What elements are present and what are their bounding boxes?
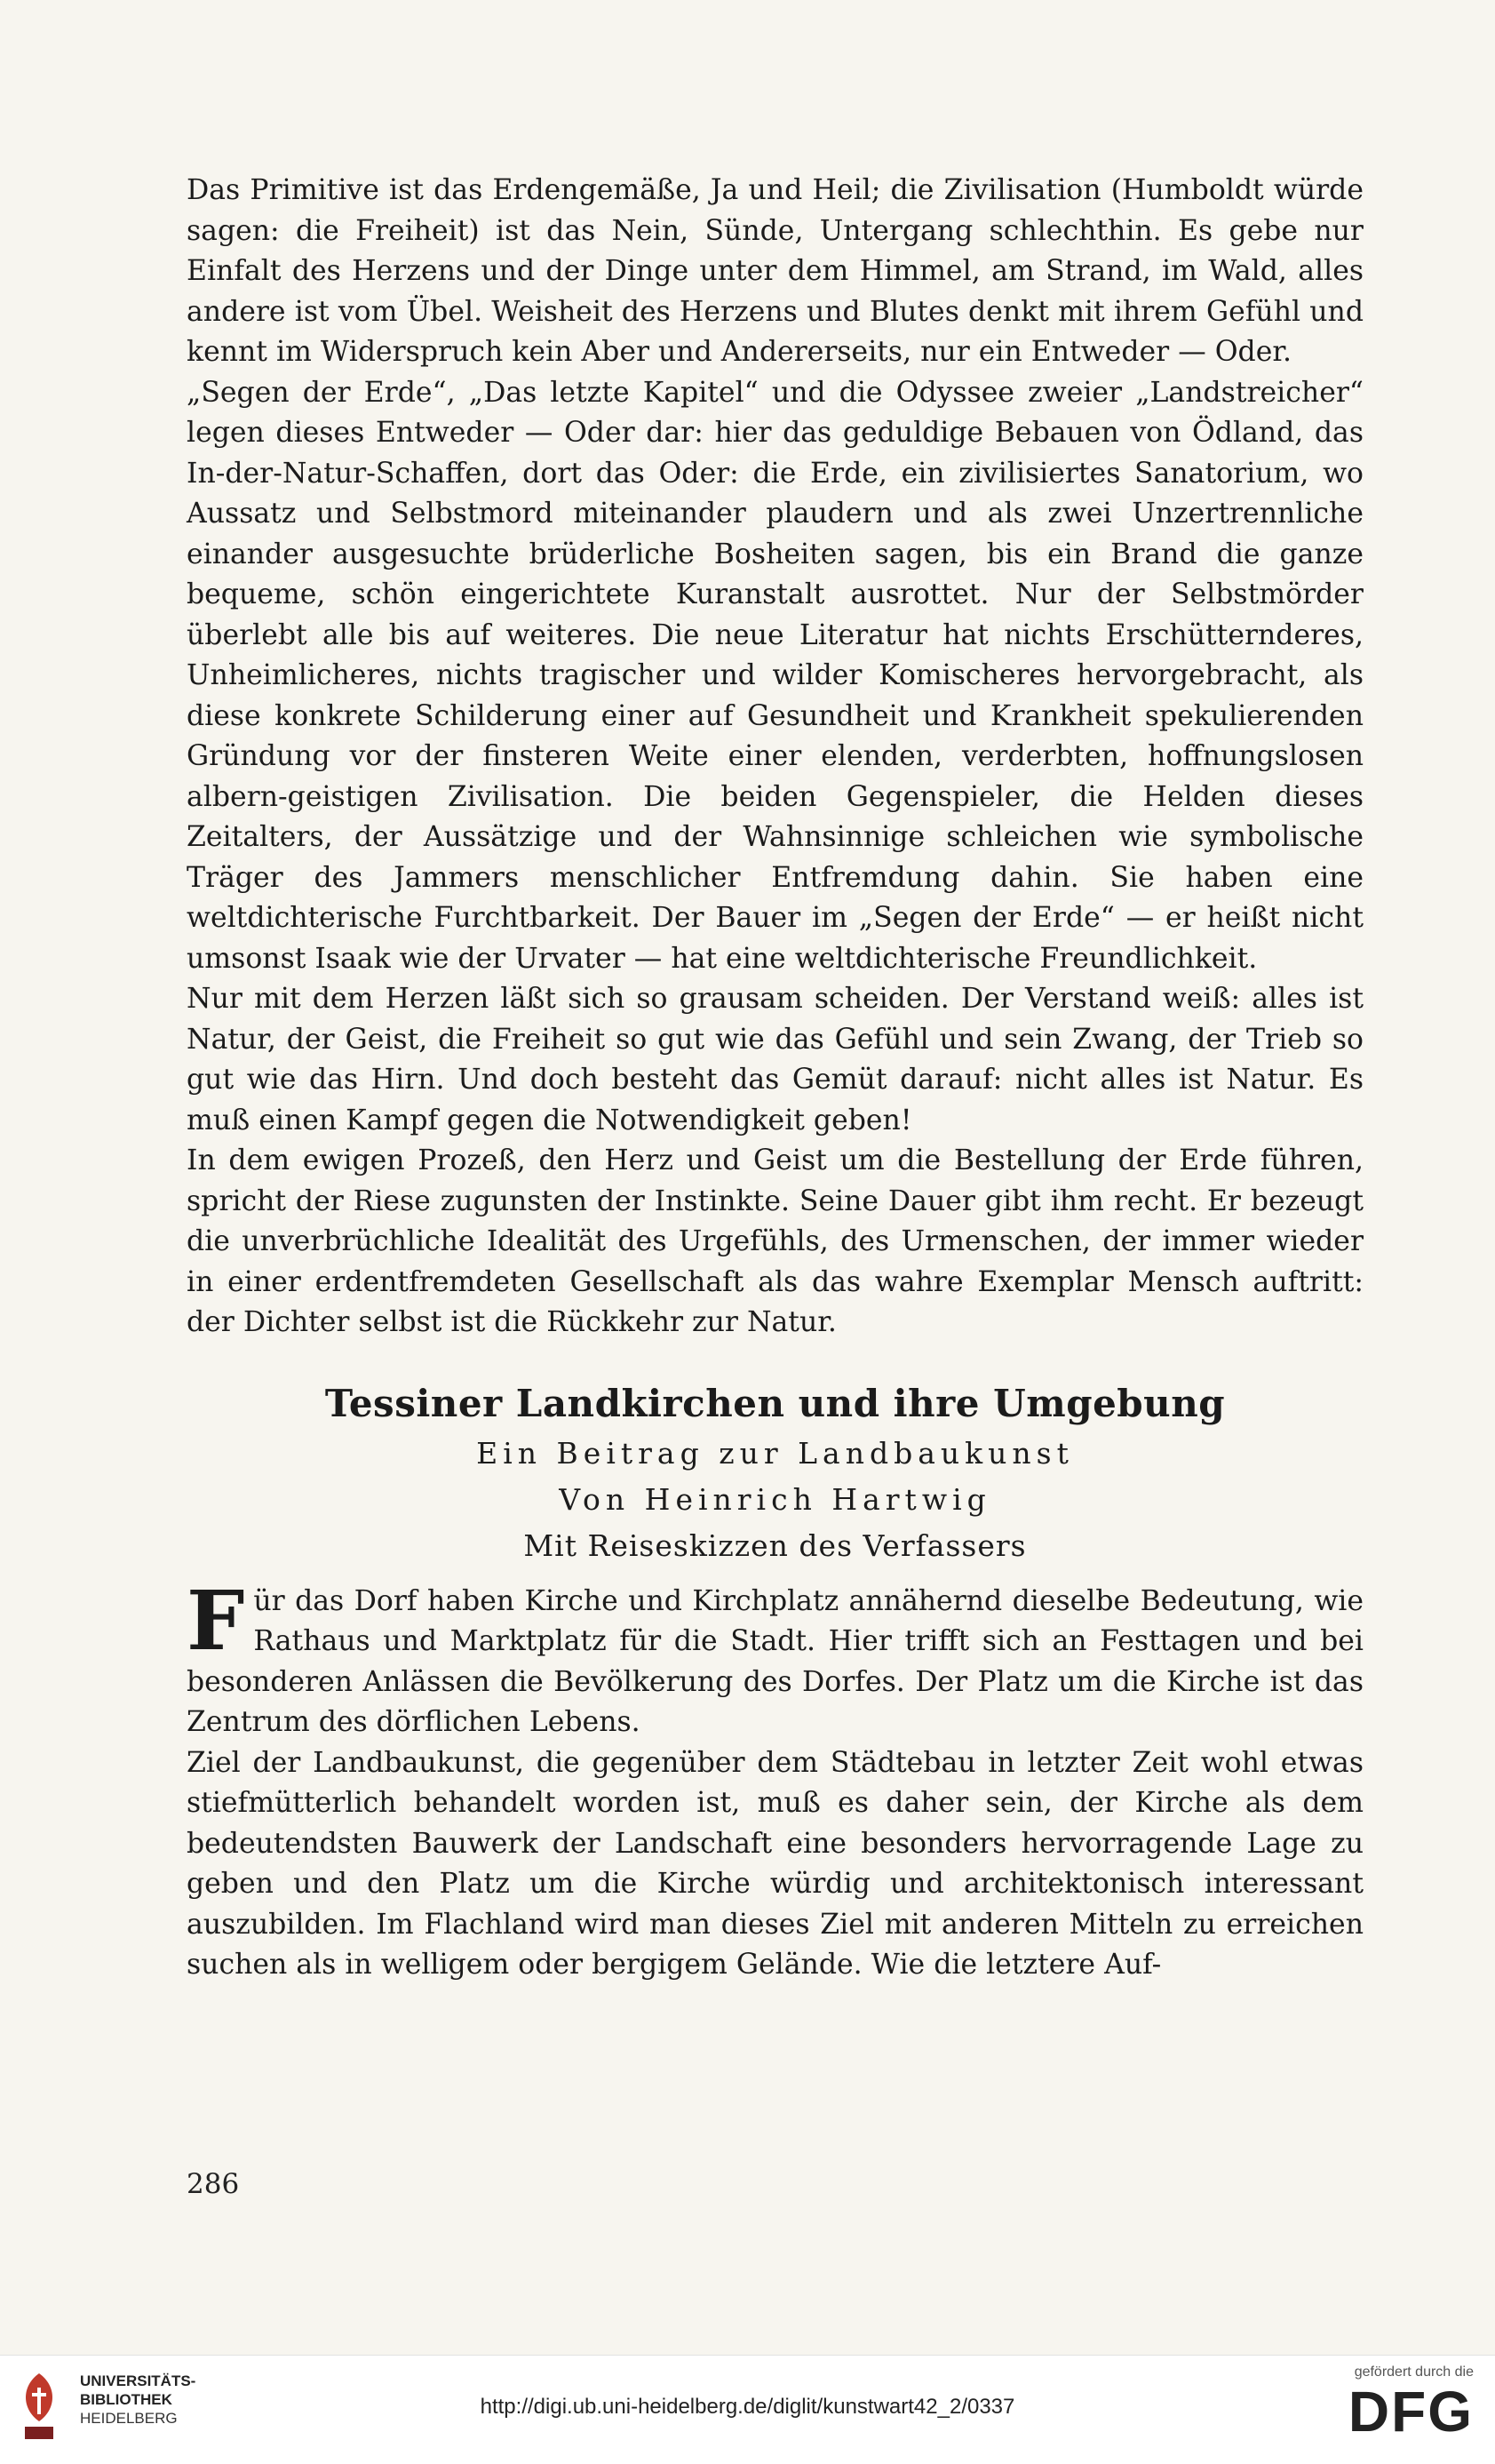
page-number: 286: [187, 2168, 240, 2200]
dropcap: F: [187, 1572, 245, 1669]
article-author: Von Heinrich Hartwig: [559, 1481, 991, 1517]
footer-bar: [0, 2355, 1495, 2464]
paragraph: Das Primitive ist das Erdengemäße, Ja und Heil; die Zivilisation (Humboldt würde sagen: die Freiheit) ist das Nein, Sünde, Untergang schlechthin. Es gebe nur Einfalt des Herzens und der Dinge unter dem Himmel, am Strand, im Wald, alles andere ist vom Übel. Weisheit des Herzens und Blutes denkt mit ihrem Gefühl und kennt im Widerspruch kein Aber und Andererseits, nur ein Entweder — Oder.: [187, 174, 1364, 368]
paragraph: Nur mit dem Herzen läßt sich so grausam scheiden. Der Verstand weiß: alles ist Natur, der Geist, die Freiheit so gut wie das Gefühl und sein Zwang, der Trieb so gut wie das Hirn. Und doch besteht das Gemüt darauf: nicht alles ist Natur. Es muß einen Kampf gegen die Notwendigkeit geben!: [187, 983, 1364, 1136]
paragraph: [187, 1572, 1364, 1743]
page-body: [187, 171, 1364, 1986]
permalink-url[interactable]: http://digi.ub.uni-heidelberg.de/diglit/kunstwart42_2/0337: [480, 2395, 1015, 2419]
dfg-logo: [1314, 2364, 1474, 2443]
funding-caption: gefördert durch die: [1354, 2364, 1474, 2380]
paragraph: „Segen der Erde“, „Das letzte Kapitel“ und die Odyssee zweier „Landstreicher“ legen dieses Entweder — Oder dar: hier das geduldige Bebauen von Ödland, das In-der-Natur-Schaffen, dort das Oder: die Erde, ein zivilisiertes Sanatorium, wo Aussatz und Selbstmord miteinander plaudern und als zwei Unzertrennliche einander ausgesuchte brüderliche Bosheiten sagen, bis ein Brand die ganze bequeme, schön eingerichtete Kuranstalt ausrottet. Nur der Selbstmörder überlebt alle bis auf weiteres. Die neue Literatur hat nichts Erschütternderes, Unheimlicheres, nichts tragischer und wilder Komischeres hervorgebracht, als diese konkrete Schilderung einer auf Gesundheit und Krankheit spekulierenden Gründung vor der finsteren Weite einer elenden, verderbten, hoffnungslosen albern-geistigen Zivilisation. Die beiden Gegenspieler, die Helden dieses Zeitalters, der Aussätzige und der Wahnsinnige schleichen wie symbolische Träger des Jammers menschlicher Entfremdung dahin. Sie haben eine weltdichterische Furchtbarkeit. Der Bauer im „Segen der Erde“ — er heißt nicht umsonst Isaak wie der Urvater — hat eine weltdichterische Freundlichkeit.: [187, 376, 1364, 975]
dfg-wordmark: DFG: [1348, 2380, 1474, 2444]
library-line: HEIDELBERG: [80, 2410, 178, 2427]
paragraph-text: ür das Dorf haben Kirche und Kirchplatz annähernd dieselbe Bedeutung, wie Rathaus und Marktplatz für die Stadt. Hier trifft sich an Festtagen und bei besonderen Anlässen die Bevölkerung des Dorfes. Der Platz um die Kirche ist das Zentrum des dörflichen Lebens.: [187, 1584, 1364, 1738]
article-subtitle: Ein Beitrag zur Landbaukunst: [476, 1435, 1074, 1471]
paragraph: Ziel der Landbaukunst, die gegenüber dem Städtebau in letzter Zeit wohl etwas stiefmütterlich behandelt worden ist, muß es daher sein, der Kirche als dem bedeutendsten Bauwerk der Landschaft eine besonders hervorragende Lage zu geben und den Platz um die Kirche würdig und architektonisch interessant auszubilden. Im Flachland wird man dieses Ziel mit anderen Mitteln zu erreichen suchen als in welligem oder bergigem Gelände. Wie die letztere Auf-: [187, 1746, 1364, 1981]
library-line: BIBLIOTHEK: [80, 2391, 172, 2408]
paragraph: In dem ewigen Prozeß, den Herz und Geist um die Bestellung der Erde führen, spricht der Riese zugunsten der Instinkte. Seine Dauer gibt ihm recht. Er bezeugt die unverbrüchliche Idealität des Urgefühls, des Urmenschen, der immer wieder in einer erdentfremdeten Gesellschaft als das wahre Exemplar Mensch auftritt: der Dichter selbst ist die Rückkehr zur Natur.: [187, 1144, 1364, 1338]
article-note: Mit Reiseskizzen des Verfassers: [523, 1527, 1027, 1563]
article-heading: Tessiner Landkirchen und ihre Umgebung: [324, 1381, 1226, 1425]
library-line: UNIVERSITÄTS-: [80, 2372, 196, 2389]
